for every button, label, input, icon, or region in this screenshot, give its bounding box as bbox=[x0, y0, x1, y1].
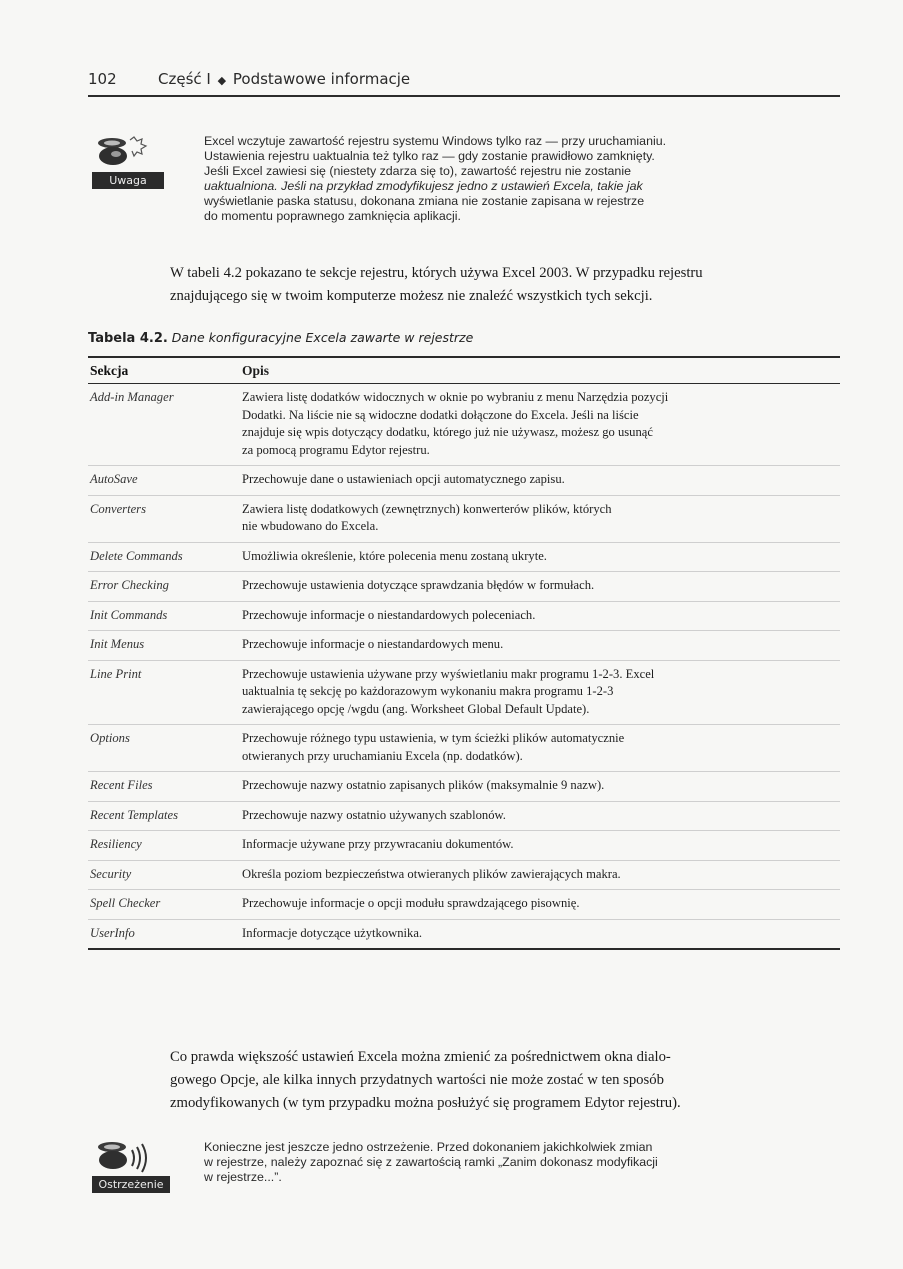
description-line: Przechowuje ustawienia dotyczące sprawdzania błędów w formułach. bbox=[242, 578, 595, 592]
row-description bbox=[242, 548, 832, 566]
row-section: Converters bbox=[90, 501, 146, 516]
row-description bbox=[242, 577, 832, 595]
row-description bbox=[242, 666, 832, 719]
note-text bbox=[204, 134, 839, 224]
table-row bbox=[88, 543, 840, 573]
table-caption-title: Dane konfiguracyjne Excela zawarte w rejestrze bbox=[171, 330, 474, 345]
description-line: otwieranych przy uruchamianiu Excela (np. dodatków). bbox=[242, 748, 523, 763]
row-description bbox=[242, 866, 832, 884]
description-line: Przechowuje informacje o niestandardowych menu. bbox=[242, 637, 504, 651]
note-line: Ustawienia rejestru uaktualnia też tylko raz — gdy zostanie prawidłowo zamknięty. bbox=[204, 149, 655, 163]
row-description bbox=[242, 836, 832, 854]
warning-text bbox=[204, 1140, 839, 1185]
closing-line: zmodyfikowanych (w tym przypadku można posłużyć się programem Edytor rejestru). bbox=[170, 1095, 681, 1111]
row-description bbox=[242, 389, 832, 459]
description-line: zawierającego opcję /wgdu (ang. Worksheet Global Default Update). bbox=[242, 701, 590, 716]
note-icon bbox=[88, 134, 173, 194]
row-description bbox=[242, 636, 832, 654]
table-row bbox=[88, 725, 840, 772]
table-row bbox=[88, 496, 840, 543]
table-row bbox=[88, 631, 840, 661]
warning-label: Ostrzeżenie bbox=[92, 1176, 170, 1193]
row-section: Error Checking bbox=[90, 578, 169, 592]
row-section: Spell Checker bbox=[90, 896, 161, 910]
row-description bbox=[242, 730, 832, 765]
description-line: Przechowuje nazwy ostatnio używanych szablonów. bbox=[242, 807, 506, 822]
table-row bbox=[88, 572, 840, 602]
closing-paragraph bbox=[170, 1046, 840, 1115]
description-line: Dodatki. Na liście nie są widoczne dodatki dołączone do Excela. Jeśli na liście bbox=[242, 407, 639, 422]
table-row bbox=[88, 831, 840, 861]
table-row bbox=[88, 466, 840, 496]
table-row bbox=[88, 661, 840, 726]
header-description: Opis bbox=[242, 362, 270, 378]
description-line: Przechowuje informacje o niestandardowych poleceniach. bbox=[242, 607, 536, 622]
header-section: Sekcja bbox=[90, 362, 129, 378]
table-row bbox=[88, 890, 840, 920]
row-section: AutoSave bbox=[90, 472, 138, 486]
description-line: Zawiera listę dodatkowych (zewnętrznych) konwerterów plików, których bbox=[242, 501, 612, 516]
row-section: Delete Commands bbox=[90, 548, 183, 563]
table-row bbox=[88, 920, 840, 949]
table-row bbox=[88, 861, 840, 891]
description-line: Informacje dotyczące użytkownika. bbox=[242, 925, 423, 940]
warning-line: w rejestrze...”. bbox=[204, 1170, 282, 1184]
row-section: Security bbox=[90, 866, 132, 881]
description-line: Przechowuje różnego typu ustawienia, w tym ścieżki plików automatycznie bbox=[242, 731, 625, 745]
row-description bbox=[242, 925, 832, 943]
intro-paragraph bbox=[170, 262, 840, 308]
note-line: uaktualniona. Jeśli na przykład zmodyfikujesz jedno z ustawień Excela, takie jak bbox=[204, 179, 643, 193]
description-line: Przechowuje informacje o opcji modułu sprawdzającego pisownię. bbox=[242, 896, 580, 910]
table-header bbox=[88, 358, 840, 384]
row-section: Recent Files bbox=[90, 778, 153, 792]
table-caption bbox=[88, 330, 838, 346]
table-caption-lead: Tabela 4.2. bbox=[88, 331, 168, 346]
chapter-title: Podstawowe informacje bbox=[232, 70, 411, 88]
row-description bbox=[242, 501, 832, 536]
description-line: Przechowuje dane o ustawieniach opcji automatycznego zapisu. bbox=[242, 472, 565, 486]
description-line: Określa poziom bezpieczeństwa otwieranych plików zawierających makra. bbox=[242, 866, 621, 881]
row-section: Add-in Manager bbox=[90, 390, 174, 404]
page-number: 102 bbox=[88, 70, 117, 88]
description-line: Zawiera listę dodatków widocznych w oknie po wybraniu z menu Narzędzia pozycji bbox=[242, 390, 669, 404]
warning-line: w rejestrze, należy zapoznać się z zawartością ramki „Zanim dokonasz modyfikacji bbox=[204, 1155, 658, 1169]
row-section: Init Commands bbox=[90, 607, 168, 622]
note-line: Excel wczytuje zawartość rejestru systemu Windows tylko raz — przy uruchamianiu. bbox=[204, 134, 667, 148]
row-description bbox=[242, 607, 832, 625]
note-line: do momentu poprawnego zamknięcia aplikacji. bbox=[204, 209, 461, 223]
closing-line: gowego Opcje, ale kilka innych przydatnych wartości nie może zostać w ten sposób bbox=[170, 1072, 664, 1088]
row-description bbox=[242, 777, 832, 795]
description-line: Przechowuje nazwy ostatnio zapisanych plików (maksymalnie 9 nazw). bbox=[242, 778, 605, 792]
intro-line: W tabeli 4.2 pokazano te sekcje rejestru, których używa Excel 2003. W przypadku rejestru bbox=[170, 265, 703, 281]
description-line: za pomocą programu Edytor rejestru. bbox=[242, 442, 430, 457]
row-section: Recent Templates bbox=[90, 807, 179, 822]
closing-line: Co prawda większość ustawień Excela można zmienić za pośrednictwem okna dialo- bbox=[170, 1049, 671, 1065]
row-description bbox=[242, 807, 832, 825]
description-line: znajduje się wpis dotyczący dodatku, którego już nie używasz, możesz go usunąć bbox=[242, 425, 653, 439]
row-description bbox=[242, 895, 832, 913]
row-description bbox=[242, 471, 832, 489]
header-rule bbox=[88, 95, 840, 97]
description-line: uaktualnia tę sekcję po każdorazowym wykonaniu makra programu 1-2-3 bbox=[242, 684, 614, 698]
note-label: Uwaga bbox=[92, 172, 164, 189]
warning-icon bbox=[88, 1138, 173, 1198]
running-head bbox=[88, 70, 838, 88]
note-line: wyświetlanie paska statusu, dokonana zmiana nie zostanie zapisana w rejestrze bbox=[204, 194, 645, 208]
table-row bbox=[88, 802, 840, 832]
description-line: Informacje używane przy przywracaniu dokumentów. bbox=[242, 837, 514, 851]
table-body bbox=[88, 384, 840, 948]
description-line: nie wbudowano do Excela. bbox=[242, 519, 379, 533]
note-line: Jeśli Excel zawiesi się (niestety zdarza się to), zawartość rejestru nie zostanie bbox=[204, 164, 631, 178]
row-section: Init Menus bbox=[90, 637, 145, 651]
table-row bbox=[88, 384, 840, 466]
part-label: Część I bbox=[158, 70, 211, 88]
registry-table bbox=[88, 356, 840, 950]
row-section: UserInfo bbox=[90, 925, 135, 940]
table-row bbox=[88, 602, 840, 632]
warning-line: Konieczne jest jeszcze jedno ostrzeżenie. Przed dokonaniem jakichkolwiek zmian bbox=[204, 1140, 653, 1154]
intro-line: znajdującego się w twoim komputerze możesz nie znaleźć wszystkich tych sekcji. bbox=[170, 288, 653, 304]
description-line: Przechowuje ustawienia używane przy wyświetlaniu makr programu 1-2-3. Excel bbox=[242, 666, 655, 681]
row-section: Options bbox=[90, 731, 130, 745]
table-row bbox=[88, 772, 840, 802]
row-section: Line Print bbox=[90, 666, 142, 681]
row-section: Resiliency bbox=[90, 837, 142, 851]
description-line: Umożliwia określenie, które polecenia menu zostaną ukryte. bbox=[242, 548, 547, 563]
separator: ◆ bbox=[217, 74, 227, 87]
